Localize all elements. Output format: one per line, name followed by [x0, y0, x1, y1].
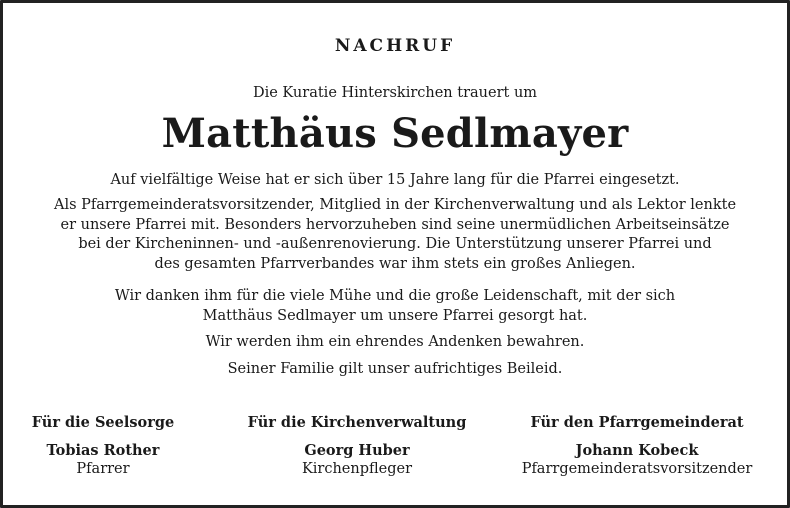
- text-line: Matthäus Sedlmayer um unsere Pfarrei gesorgt hat.: [202, 307, 588, 324]
- signature-title: Für die Seelsorge: [31, 414, 175, 431]
- text-line: Auf vielfältige Weise hat er sich über 15 Jahre lang für die Pfarrei eingesetzt.: [110, 172, 680, 188]
- text-line: Wir werden ihm ein ehrendes Andenken bewahren.: [205, 334, 585, 350]
- text-line: Seiner Familie gilt unser aufrichtiges Beileid.: [227, 361, 563, 377]
- text-line: bei der Kircheninnen- und -außenrenovierung. Die Unterstützung unserer Pfarrei und: [78, 236, 712, 252]
- text-line: er unsere Pfarrei mit. Besonders hervorzuheben sind seine unermüdlichen Arbeitseinsätze: [60, 216, 730, 233]
- paragraph-remembrance: [3, 333, 787, 353]
- signature-role: Pfarrer: [76, 461, 130, 477]
- signature-role: Pfarrgemeinderatsvorsitzender: [521, 461, 753, 477]
- signature-name: Johann Kobeck: [575, 441, 699, 459]
- paragraph-service: [3, 171, 787, 191]
- paragraph-thanks: [3, 287, 787, 326]
- text-line: Als Pfarrgemeinderatsvorsitzender, Mitglied in der Kirchenverwaltung und als Lektor lenkte: [53, 197, 737, 213]
- signature-pastoral: [23, 413, 183, 480]
- signature-title: Für die Kirchenverwaltung: [247, 414, 467, 431]
- text-line: Wir danken ihm für die viele Mühe und die große Leidenschaft, mit der sich: [114, 288, 676, 304]
- signature-name: Georg Huber: [304, 441, 410, 459]
- signature-role: Kirchenpfleger: [301, 461, 413, 477]
- signature-title: Für den Pfarrgemeinderat: [530, 414, 744, 431]
- signature-church-admin: [235, 413, 479, 480]
- signature-name: Tobias Rother: [46, 441, 160, 459]
- notice-intro: Die Kuratie Hinterskirchen trauert um: [252, 85, 538, 101]
- paragraph-condolence: [3, 360, 787, 380]
- deceased-name: Matthäus Sedlmayer: [161, 110, 629, 157]
- text-line: des gesamten Pfarrverbandes war ihm stets ein großes Anliegen.: [154, 255, 636, 272]
- paragraph-roles: [3, 196, 787, 274]
- signature-parish-council: [501, 413, 773, 480]
- notice-heading: NACHRUF: [334, 36, 456, 56]
